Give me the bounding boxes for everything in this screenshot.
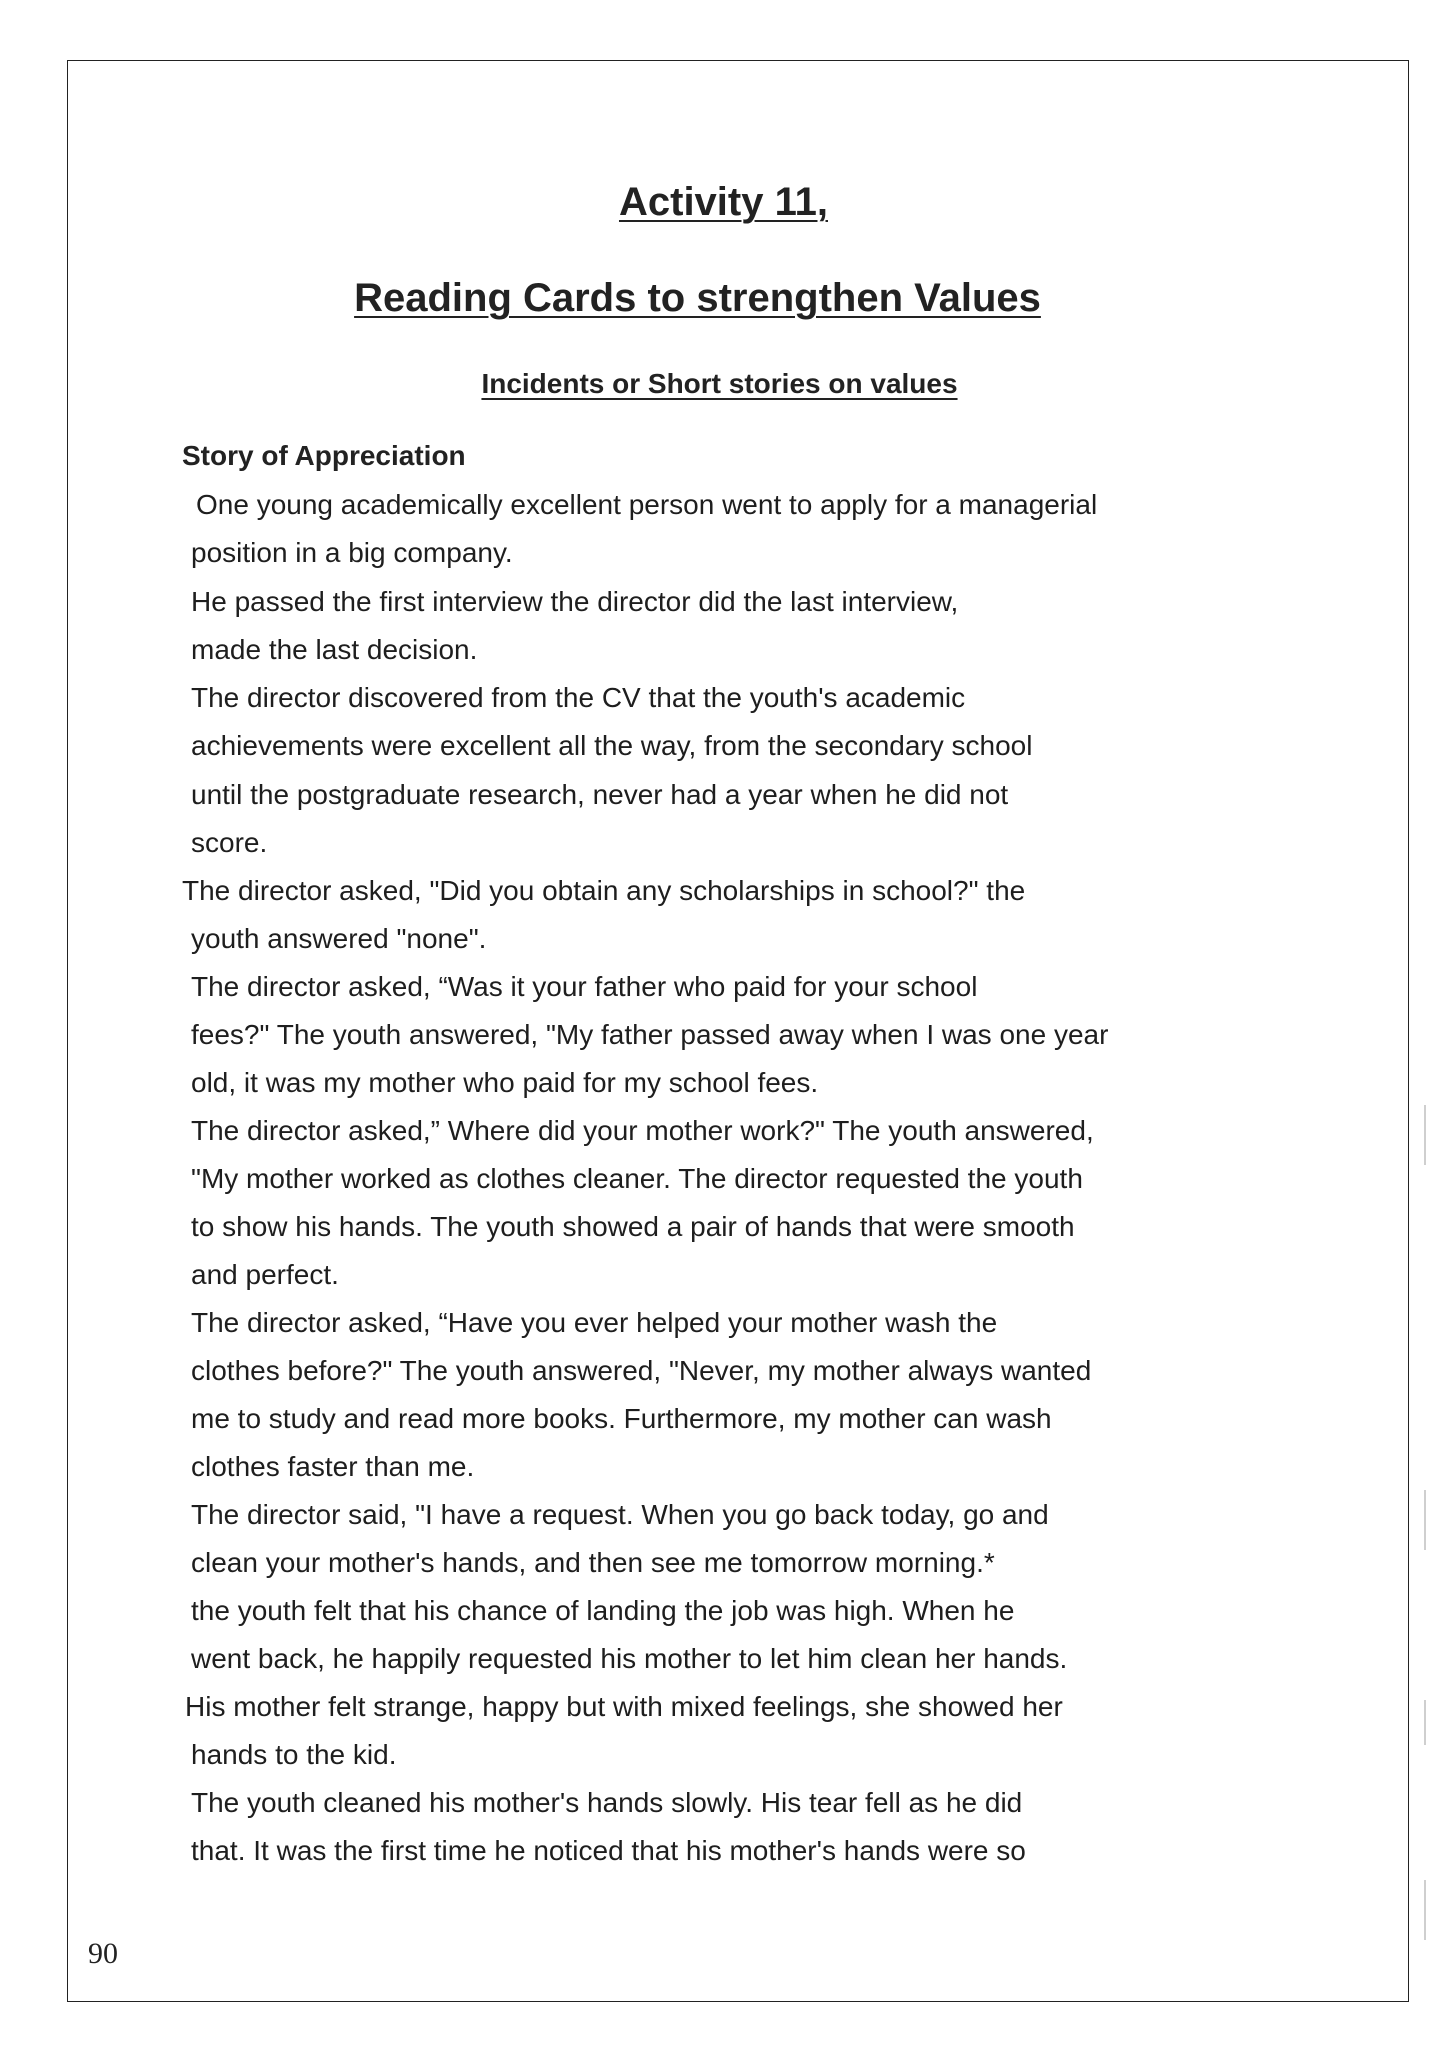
story-line: He passed the first interview the director did the last interview, [191,586,959,617]
story-line: clothes faster than me. [191,1451,475,1482]
story-line: and perfect. [191,1259,339,1290]
main-title: Reading Cards to strengthen Values [354,276,1041,320]
story-line: The youth cleaned his mother's hands slowly. His tear fell as he did [191,1787,1023,1818]
story-line: One young academically excellent person went to apply for a managerial [196,489,1098,520]
story-heading: Story of Appreciation [182,440,466,471]
story-line: until the postgraduate research, never had a year when he did not [191,779,1009,810]
scan-artifact [1424,1700,1426,1745]
scan-artifact [1424,1105,1426,1165]
story-line: "My mother worked as clothes cleaner. The director requested the youth [191,1163,1083,1194]
story-line: clothes before?" The youth answered, "Never, my mother always wanted [191,1355,1092,1386]
story-line: made the last decision. [191,634,478,665]
scan-artifact [1424,1880,1426,1940]
scan-artifact [1424,1490,1426,1550]
story-line: The director asked, “Have you ever helped your mother wash the [191,1307,998,1338]
page-number: 90 [88,1937,118,1970]
story-line: that. It was the first time he noticed that his mother's hands were so [191,1835,1026,1866]
story-line: the youth felt that his chance of landing the job was high. When he [191,1595,1015,1626]
story-line: The director asked, "Did you obtain any scholarships in school?" the [182,875,1026,906]
story-line: to show his hands. The youth showed a pair of hands that were smooth [191,1211,1075,1242]
story-line: achievements were excellent all the way, from the secondary school [191,730,1033,761]
story-line: score. [191,827,268,858]
story-line: youth answered "none". [191,923,487,954]
story-line: clean your mother's hands, and then see me tomorrow morning.* [191,1547,995,1578]
story-line: hands to the kid. [191,1739,397,1770]
activity-title: Activity 11, [618,180,828,224]
story-line: me to study and read more books. Furthermore, my mother can wash [191,1403,1052,1434]
story-line: The director asked,” Where did your mother work?" The youth answered, [191,1115,1094,1146]
story-line: fees?" The youth answered, "My father passed away when I was one year [191,1019,1109,1050]
story-line: went back, he happily requested his mother to let him clean her hands. [191,1643,1068,1674]
story-line: His mother felt strange, happy but with mixed feelings, she showed her [185,1691,1063,1722]
story-line: The director said, "I have a request. When you go back today, go and [191,1499,1049,1530]
subtitle: Incidents or Short stories on values [481,368,958,399]
story-line: The director discovered from the CV that the youth's academic [191,682,966,713]
story-line: old, it was my mother who paid for my school fees. [191,1067,819,1098]
story-line: The director asked, “Was it your father who paid for your school [191,971,978,1002]
story-line: position in a big company. [191,537,513,568]
